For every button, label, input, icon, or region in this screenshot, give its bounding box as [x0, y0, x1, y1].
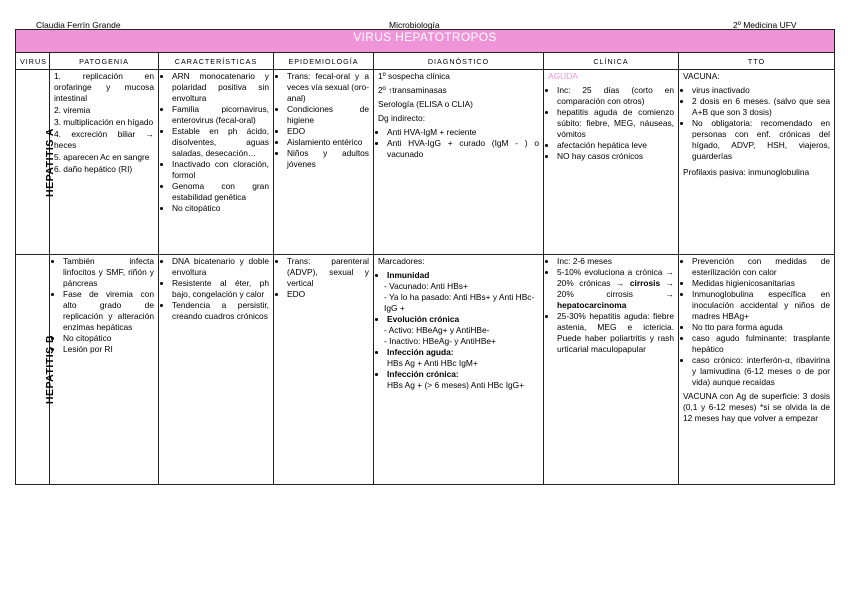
list-item: • No tto para forma aguda	[692, 322, 830, 333]
list-item: • Estable en ph ácido, disolventes, aguas saladas, desecación…	[172, 126, 269, 159]
hepb-tto-cell	[679, 255, 835, 485]
list-item: • Aislamiento entérico	[287, 137, 369, 148]
list-item: 6. daño hepático (RI)	[54, 164, 133, 174]
diag-cronica-heading: • Evolución crónica	[387, 314, 539, 325]
diag-indirect: Dg indirecto:	[378, 113, 426, 123]
list-item: • EDO	[287, 289, 369, 300]
list-item: • 2 dosis en 6 meses. (salvo que sea A+B que son 3 dosis)	[692, 96, 830, 118]
list-item: • Niños y adultos jóvenes	[287, 148, 369, 170]
diag-aguda-markers: HBs Ag + Anti HBc IgM+	[387, 358, 478, 368]
col-header-epidemiologia: EPIDEMIOLOGÍA	[274, 53, 374, 70]
clinica-hepatocarcinoma: hepatocarcinoma	[557, 300, 627, 310]
col-header-tto: TTO	[679, 53, 835, 70]
list-item: • afectación hepática leve	[557, 140, 674, 151]
list-item: • DNA bicatenario y doble envoltura	[172, 256, 269, 278]
list-item: • Inc: 2-6 meses	[557, 256, 674, 267]
diag-inmunidad-heading: • Inmunidad	[387, 270, 539, 281]
list-item: • hepatitis aguda de comienzo súbito: fiebre, MEG, náuseas, vómitos	[557, 107, 674, 140]
list-item: • caso agudo fulminante: trasplante hepático	[692, 333, 830, 355]
clinica-cirrosis: cirrosis	[629, 278, 661, 288]
row-label-hepatitis-b: HEPATITIS B	[44, 334, 57, 405]
table-row-hepatitis-a	[16, 70, 835, 255]
hepb-patogenia-cell	[50, 255, 159, 485]
list-item: 5. aparecen Ac en sangre	[54, 152, 150, 162]
hepatotropic-virus-table	[15, 29, 835, 485]
col-header-patogenia: PATOGENIA	[50, 53, 159, 70]
list-item: • Trans: parenteral (ADVP), sexual y vertical	[287, 256, 369, 289]
tto-profilaxis: Profilaxis pasiva: inmunoglobulina	[683, 167, 810, 177]
diag-step-1: 1º sospecha clínica	[378, 71, 450, 81]
col-header-virus: VIRUS	[16, 53, 50, 70]
diag-serology: Serología (ELISA o CLIA)	[378, 99, 473, 109]
hepa-epidemiologia-cell	[274, 70, 374, 255]
list-item: • Inmunoglobulina específica en inoculación accidental y niños de madres HBAg+	[692, 289, 830, 322]
row-label-cell	[16, 255, 57, 485]
list-item: 1. replicación en orofaringe y mucosa intestinal	[54, 71, 154, 103]
col-header-clinica: CLÍNICA	[544, 53, 679, 70]
table-row-hepatitis-b	[16, 255, 835, 485]
list-item: • No citopático	[63, 333, 154, 344]
list-item: • Familia picornavirus, enterovirus (fecal-oral)	[172, 104, 269, 126]
list-item: • NO hay casos crónicos	[557, 151, 674, 162]
tto-vacuna-hb: VACUNA con Ag de superficie: 3 dosis (0,1 y 6-12 meses) *si se olvida la de 12 meses hay que volver a empezar	[683, 391, 831, 423]
author-name: Claudia Ferrín Grande	[36, 20, 121, 30]
hepb-caracteristicas-cell	[159, 255, 274, 485]
hepb-diagnostico-cell	[374, 255, 544, 485]
list-item: • No obligatoria: recomendado en personas con enf. crónicas del hígado, ADVP, HSH, viajeros, guarderías	[692, 118, 830, 162]
table-title: VIRUS HEPATOTROPOS	[16, 30, 835, 53]
hepa-caracteristicas-cell	[159, 70, 274, 255]
course-name: 2º Medicina UFV	[733, 20, 797, 30]
list-item: • EDO	[287, 126, 369, 137]
list-item: 4. excreción biliar → heces	[54, 129, 154, 150]
list-item: • Anti HVA-IgM + reciente	[387, 127, 539, 138]
list-item: • ARN monocatenario y polaridad positiva sin envoltura	[172, 71, 269, 104]
list-item: • Fase de viremia con alto grado de replicación y alteración enzimas hepáticas	[63, 289, 154, 333]
tto-vacuna-heading: VACUNA:	[683, 71, 720, 81]
clinica-evolution-text-2: → 20% cirrosis →	[557, 278, 674, 299]
hepb-epidemiologia-cell	[274, 255, 374, 485]
list-item: 3. multiplicación en hígado	[54, 117, 154, 127]
column-header-row	[16, 53, 835, 70]
list-item: • Anti HVA-IgG + curado (IgM - ) o vacunado	[387, 138, 539, 160]
list-item: • Inc: 25 días (corto en comparación con otros)	[557, 85, 674, 107]
diag-markers-intro: Marcadores:	[378, 256, 425, 266]
list-item: • Genoma con gran estabilidad genética	[172, 181, 269, 203]
list-item: • Tendencia a persistir, creando cuadros crónicos	[172, 300, 269, 322]
list-item: • También infecta linfocitos y SMF, riñón y páncreas	[63, 256, 154, 289]
list-item: • Condiciones de higiene	[287, 104, 369, 126]
diag-cronica-inf-heading: • Infección crónica:	[387, 369, 539, 380]
list-item: 2. viremia	[54, 105, 91, 115]
row-label-hepatitis-a: HEPATITIS A	[43, 127, 56, 197]
list-item: • Prevención con medidas de esterilización con calor	[692, 256, 830, 278]
diag-aguda-heading: • Infección aguda:	[387, 347, 539, 358]
diag-step-2: 2º ↑transaminasas	[378, 85, 447, 95]
list-item: • 25-30% hepatitis aguda: fiebre astenia, MEG e ictericia. Puede haber poliartritis y rash urticarial maculopapular	[557, 311, 674, 355]
clinica-heading-aguda: AGUDA	[548, 71, 578, 81]
list-item: • Medidas higienicosanitarias	[692, 278, 830, 289]
list-item: • caso crónico: interferón-α, ribavirina y lamivudina (6-12 meses o de por vida) aunque recaídas	[692, 355, 830, 388]
subject-name: Microbiología	[389, 20, 440, 30]
clinica-evolution-text: 5-10% evoluciona a crónica → 20% crónicas →	[557, 267, 674, 288]
diag-activo: - Activo: HBeAg+ y AntiHBe-	[384, 325, 490, 335]
hepb-clinica-cell	[544, 255, 679, 485]
diag-ya-pasado: - Ya lo ha pasado: Anti HBs+ y Anti HBc-IgG +	[384, 292, 535, 313]
list-item: • Lesión por RI	[63, 344, 154, 355]
col-header-caracteristicas: CARACTERÍSTICAS	[159, 53, 274, 70]
hepa-diagnostico-cell	[374, 70, 544, 255]
list-item: • No citopático	[172, 203, 269, 214]
list-item: • Inactivado con cloración, formol	[172, 159, 269, 181]
hepa-clinica-cell	[544, 70, 679, 255]
diag-cronica-markers: HBs Ag + (> 6 meses) Anti HBc IgG+	[387, 380, 525, 390]
diag-inactivo: - Inactivo: HBeAg- y AntiHBe+	[384, 336, 496, 346]
list-item	[557, 267, 674, 311]
diag-vacunado: - Vacunado: Anti HBs+	[384, 281, 468, 291]
list-item: • Trans: fecal-oral y a veces vía sexual (oro-anal)	[287, 71, 369, 104]
col-header-diagnostico: DIAGNÓSTICO	[374, 53, 544, 70]
hepa-patogenia-cell	[50, 70, 159, 255]
list-item: • Resistente al éter, ph bajo, congelación y calor	[172, 278, 269, 300]
row-label-cell	[16, 70, 56, 255]
hepa-tto-cell	[679, 70, 835, 255]
list-item: • virus inactivado	[692, 85, 830, 96]
